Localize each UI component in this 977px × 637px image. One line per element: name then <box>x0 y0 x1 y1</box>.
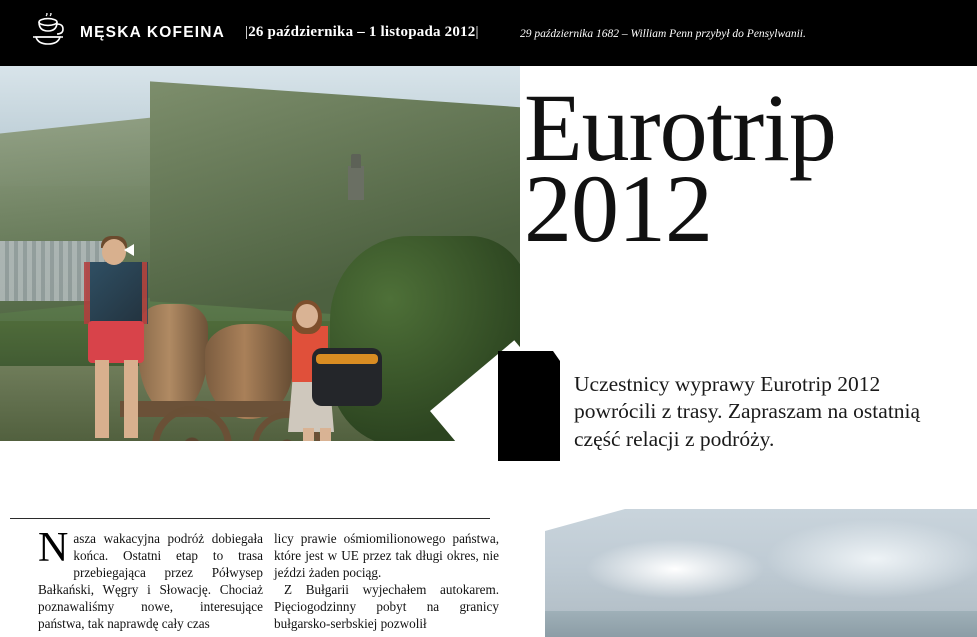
brand-logo <box>28 13 225 53</box>
article-column-1 <box>38 525 263 632</box>
column-1-text: asza wakacyjna podróż dobiegała końca. Ostatni etap to trasa przebiegająca przez Półwysep Bałkański, Węgry i Słowację. Chociaż poznawaliśmy nowe, interesujące państwa, tak naprawdę cały czas <box>38 531 263 632</box>
issue-date-range <box>245 24 479 41</box>
photo-woman-leg-right <box>320 428 331 441</box>
history-note: 29 października 1682 – William Penn przybył do Pensylwanii. <box>520 28 806 40</box>
secondary-photo <box>545 509 977 637</box>
photo-woman-leg-left <box>303 428 314 441</box>
photo2-horizon <box>545 611 977 637</box>
photo-man-leg-left <box>95 360 109 438</box>
date-bar-right: | <box>475 24 479 40</box>
photo-clay-jar-left <box>138 304 208 412</box>
photo-man-leg-right <box>124 360 138 438</box>
article-body <box>0 518 500 637</box>
column-2-paragraph-1: licy prawie ośmiomilionowego państwa, które jest w UE przez tak długi okres, nie jeździ żaden pociąg. <box>274 531 499 581</box>
black-wedge-accent <box>498 351 560 461</box>
column-1-paragraph <box>38 525 263 632</box>
article-lead: Uczestnicy wyprawy Eurotrip 2012 powrócili z trasy. Zapraszam na ostatnią część relacji z podróży. <box>574 372 921 451</box>
photo2-cloud-right <box>765 519 977 599</box>
coffee-cup-icon <box>28 13 68 53</box>
title-line-1: Eurotrip <box>524 74 836 181</box>
article-column-2 <box>274 530 499 632</box>
article-title <box>524 74 964 262</box>
photo-man-head <box>102 239 126 265</box>
date-range-text: 26 października – 1 listopada 2012 <box>248 24 476 40</box>
photo-man-shorts <box>88 321 144 363</box>
brand-name: MĘSKA KOFEINA <box>80 24 226 41</box>
column-2-paragraph-2: Z Bułgarii wyjechałem autokarem. Pięciogodzinny pobyt na granicy bułgarsko-serbskiej pozwolił <box>274 582 499 632</box>
date-bar-left: | <box>245 24 249 40</box>
title-line-2: 2012 <box>524 154 712 262</box>
photo-church <box>348 166 364 200</box>
page-header <box>0 0 977 66</box>
arrow-left-icon <box>124 244 134 256</box>
hero-section <box>0 66 977 632</box>
photo-woman-head <box>296 304 318 328</box>
photo-backpack-strap <box>316 354 378 364</box>
photo2-cloud-left <box>585 539 765 599</box>
hero-photo <box>0 66 520 441</box>
drop-cap: N <box>38 525 69 571</box>
photo-man-tshirt <box>90 262 142 324</box>
